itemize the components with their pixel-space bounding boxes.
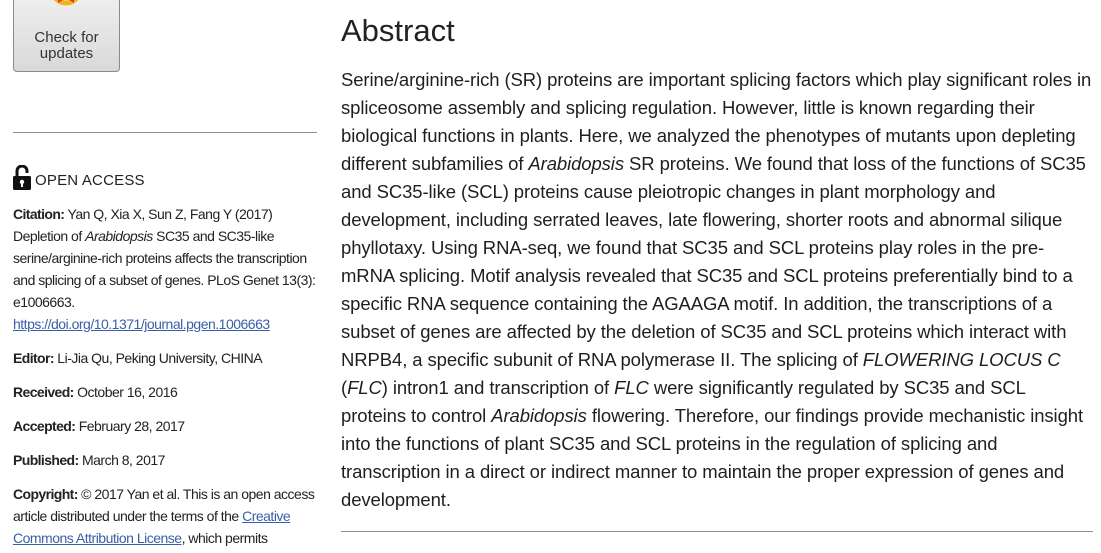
check-for-updates-label: Check for updates xyxy=(34,29,99,62)
abstract-gene-abbr-2: FLC xyxy=(614,377,649,398)
copyright-text-post: , which permits xyxy=(181,530,268,546)
abstract-paren: ( xyxy=(341,377,348,398)
abstract-gene-abbr-1: FLC xyxy=(347,377,382,398)
received-value: October 16, 2016 xyxy=(77,384,178,400)
open-access-label: OPEN ACCESS xyxy=(35,172,145,189)
copyright-block xyxy=(13,483,323,549)
check-for-updates-icon xyxy=(50,0,82,15)
copyright-label: Copyright: xyxy=(13,486,78,502)
check-for-updates-badge[interactable] xyxy=(13,0,120,72)
accepted-value: February 28, 2017 xyxy=(78,418,185,434)
license-link[interactable]: Creative Commons Attribution License xyxy=(13,508,291,546)
citation-block xyxy=(13,203,323,335)
abstract-body xyxy=(341,66,1093,514)
citation-label: Citation: xyxy=(13,206,65,222)
copyright-text-pre: © 2017 Yan et al. This is an open access article distributed under the terms of the xyxy=(13,486,315,524)
abstract-species-1: Arabidopsis xyxy=(528,153,624,174)
abstract-heading: Abstract xyxy=(341,13,455,48)
abstract-divider xyxy=(341,531,1093,532)
accepted-label: Accepted: xyxy=(13,418,76,434)
abstract-species-2: Arabidopsis xyxy=(491,405,587,426)
citation-title-pre: Depletion of xyxy=(13,228,82,244)
sidebar-divider xyxy=(13,132,317,133)
published-label: Published: xyxy=(13,452,79,468)
editor-label: Editor: xyxy=(13,350,54,366)
open-lock-icon xyxy=(13,165,31,190)
abstract-gene-name: FLOWERING LOCUS C xyxy=(862,349,1061,370)
received-label: Received: xyxy=(13,384,74,400)
received-line xyxy=(13,381,323,403)
open-access-indicator xyxy=(13,164,145,190)
published-value: March 8, 2017 xyxy=(81,452,165,468)
citation-title-post: SC35 and SC35-like serine/arginine-rich proteins affects the transcription and splicing of a subset of genes. xyxy=(13,228,307,288)
editor-line xyxy=(13,347,323,369)
doi-link[interactable]: https://doi.org/10.1371/journal.pgen.1006663 xyxy=(13,316,270,332)
accepted-line xyxy=(13,415,323,437)
abstract-text-3: ) intron1 and transcription of xyxy=(381,377,610,398)
abstract-text-2: SR proteins. We found that loss of the functions of SC35 and SC35-like (SCL) proteins cause pleiotropic changes in plant morphology and development, including serrated leaves, late flowering, shorter roots and abnormal silique phyllotaxy. Using RNA-seq, we found that SC35 and SCL proteins play roles in the pre-mRNA splicing. Motif analysis revealed that SC35 and SCL proteins preferentially bind to a specific RNA sequence containing the AGAAGA motif. In addition, the transcriptions of a subset of genes are affected by the deletion of SC35 and SCL proteins which interact with NRPB4, a specific subunit of RNA polymerase II. The splicing of xyxy=(341,153,1086,370)
citation-authors: Yan Q, Xia X, Sun Z, Fang Y (2017) xyxy=(67,206,273,222)
citation-journal: PLoS Genet 13(3): e1006663. xyxy=(13,272,316,310)
abstract-text-4: were significantly regulated by SC35 and SCL proteins to control xyxy=(341,377,1026,426)
citation-title-italic: Arabidopsis xyxy=(85,228,153,244)
editor-value: Li-Jia Qu, Peking University, CHINA xyxy=(57,350,263,366)
abstract-text-1: Serine/arginine-rich (SR) proteins are important splicing factors which play significant roles in spliceosome assembly and splicing regulation. However, little is known regarding their biological functions in plants. Here, we analyzed the phenotypes of mutants upon depleting different subfamilies of xyxy=(341,69,1092,174)
abstract-text-5: flowering. Therefore, our findings provide mechanistic insight into the functions of plant SC35 and SCL proteins in the regulation of splicing and transcription in a direct or indirect manner to maintain the proper expression of genes and development. xyxy=(341,405,1083,510)
published-line xyxy=(13,449,323,471)
